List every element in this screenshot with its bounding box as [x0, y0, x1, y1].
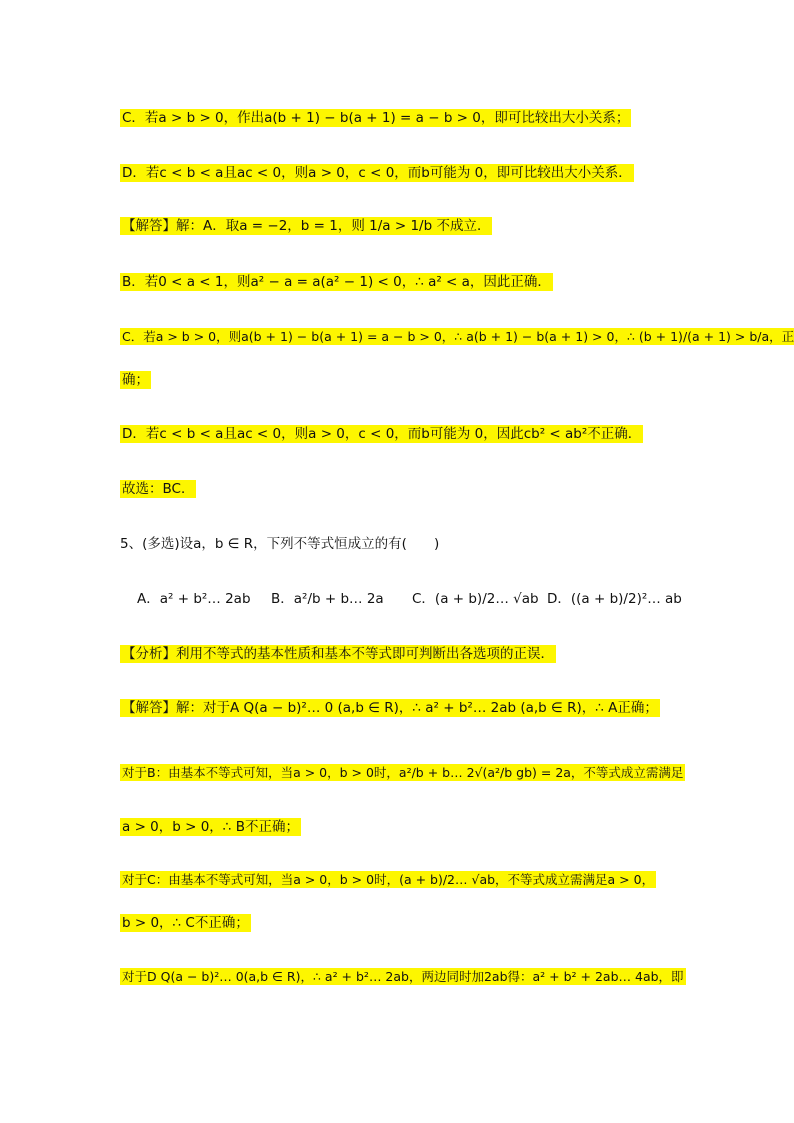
solution-line-5b-cont — [120, 817, 301, 838]
answer-line — [120, 479, 196, 500]
option-d-text: D．((a + b)/2)²… ab — [547, 591, 682, 607]
solution-line-5d — [120, 966, 686, 987]
option-c — [412, 589, 539, 609]
highlighted-text: 【解答】解：A．取a = −2，b = 1，则 1/a > 1/b 不成立． — [122, 218, 491, 234]
highlighted-text: D．若c < b < a且ac < 0，则a > 0，c < 0，而b可能为 0，即可比较出大小关系． — [122, 165, 632, 181]
solution-line-5c-cont — [120, 913, 251, 934]
highlighted-text: 确； — [122, 372, 149, 388]
analysis-line — [120, 644, 556, 665]
question-text: 5、(多选)设a，b ∈ R，下列不等式恒成立的有( ) — [120, 536, 440, 552]
solution-line-5c — [120, 869, 656, 890]
option-b-text: B．a²/b + b… 2a — [271, 591, 384, 607]
highlighted-text: C．若a > b > 0，作出a(b + 1) − b(a + 1) = a − b > 0，即可比较出大小关系； — [122, 110, 630, 126]
option-b — [271, 589, 384, 609]
option-d — [547, 589, 682, 609]
text-line-1 — [120, 108, 631, 129]
solution-line-c — [120, 326, 794, 347]
solution-line-b — [120, 272, 553, 293]
highlighted-text: b > 0，∴ C不正确； — [122, 915, 249, 931]
solution-line-5a — [120, 698, 660, 719]
option-a — [137, 589, 251, 609]
text-line-2 — [120, 163, 634, 184]
solution-line-5b — [120, 762, 685, 783]
solution-line-d — [120, 424, 643, 445]
option-a-text: A．a² + b²… 2ab — [137, 591, 251, 607]
highlighted-text: C．若a > b > 0，则a(b + 1) − b(a + 1) = a − b > 0，∴ a(b + 1) − b(a + 1) > 0，∴ (b + 1)/(a + 1) > b/a，正 — [120, 328, 794, 345]
question-title — [120, 534, 439, 555]
highlighted-text: D．若c < b < a且ac < 0，则a > 0，c < 0，而b可能为 0，因此cb² < ab²不正确． — [122, 426, 642, 442]
highlighted-text: B．若0 < a < 1，则a² − a = a(a² − 1) < 0，∴ a² < a，因此正确． — [122, 274, 551, 290]
highlighted-text: a > 0，b > 0，∴ B不正确； — [122, 819, 299, 835]
option-c-text: C．(a + b)/2… √ab — [412, 591, 539, 607]
highlighted-text: 【分析】利用不等式的基本性质和基本不等式即可判断出各选项的正误． — [122, 646, 554, 662]
highlighted-text: 对于B：由基本不等式可知，当a > 0，b > 0时，a²/b + b… 2√(a²/b gb) = 2a，不等式成立需满足 — [122, 765, 684, 780]
highlighted-text: 对于D Q(a − b)²… 0(a,b ∈ R)，∴ a² + b²… 2ab，两边同时加2ab得：a² + b² + 2ab… 4ab，即 — [122, 969, 684, 984]
highlighted-text: 【解答】解：对于A Q(a − b)²… 0 (a,b ∈ R)，∴ a² + b²… 2ab (a,b ∈ R)，∴ A正确； — [122, 700, 658, 716]
solution-line-a — [120, 216, 492, 237]
solution-line-c-cont — [120, 370, 151, 391]
highlighted-text: 故选：BC． — [122, 481, 195, 497]
highlighted-text: 对于C：由基本不等式可知，当a > 0，b > 0时，(a + b)/2… √ab，不等式成立需满足a > 0， — [122, 872, 655, 887]
